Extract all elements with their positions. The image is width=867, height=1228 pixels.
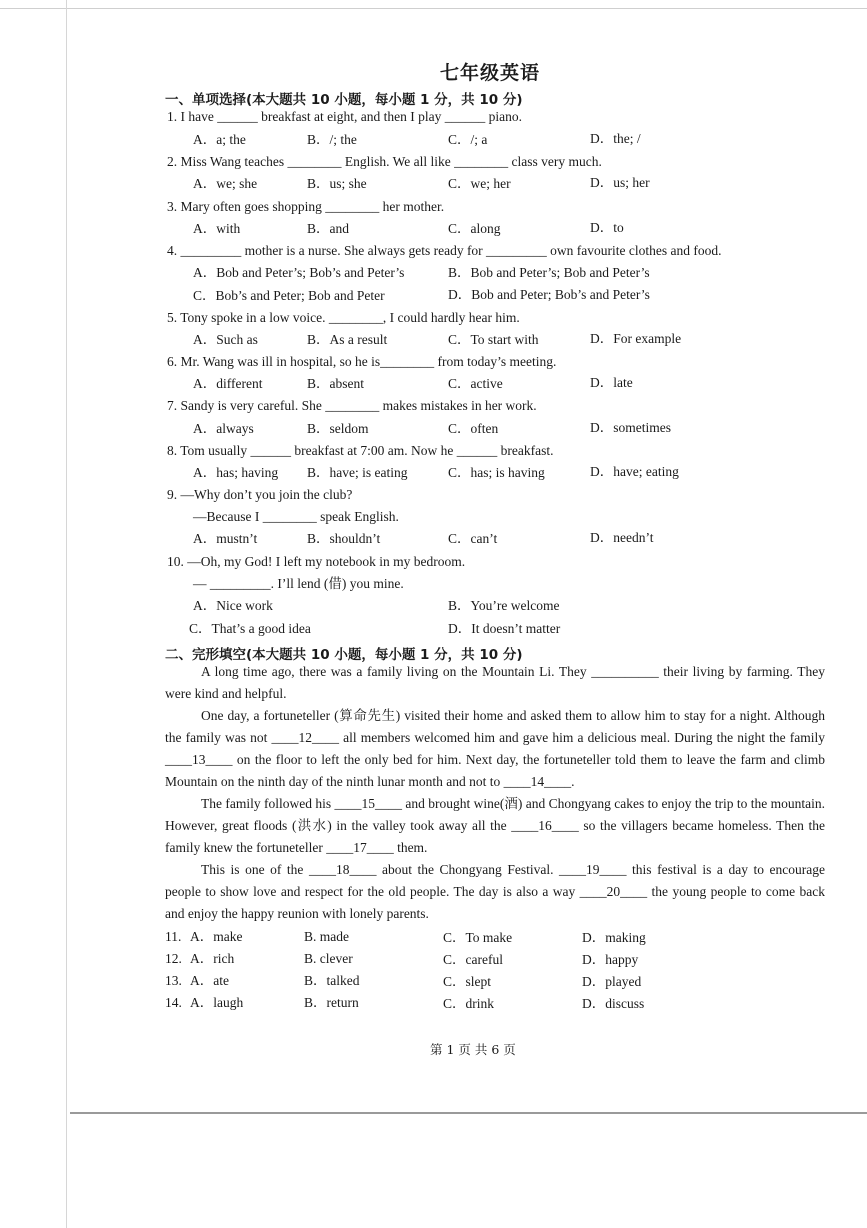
q4-option-c: C．Bob’s and Peter; Bob and Peter [193,288,385,303]
scan-edge-bottom [70,1112,867,1114]
q14-option-c: C．drink [443,996,495,1011]
q13-option-c: C．slept [443,974,492,989]
cloze-paragraph-1: A long time ago, there was a family living on the Mountain Li. They __________ their living by farming. They were kind and helpful. [165,664,825,701]
q14-number: 14. [165,995,182,1010]
q8-option-d: D．have; eating [590,464,679,479]
q11-option-a: A．make [190,929,243,944]
question-10: 10. —Oh, my God! I left my notebook in my bedroom. [167,554,466,569]
question-1: 1. I have ______ breakfast at eight, and then I play ______ piano. [167,109,523,124]
q1-option-c: C．/; a [448,132,488,147]
q10-option-d: D．It doesn’t matter [448,621,561,636]
question-4: 4. _________ mother is a nurse. She always gets ready for _________ own favourite clothes and food. [167,243,722,258]
q14-option-b: B．return [304,995,359,1010]
q12-option-c: C．careful [443,952,503,967]
cloze-paragraph-4: This is one of the ____18____ about the Chongyang Festival. ____19____ this festival is a day to encourage people to show love and respect for the old people. The day is also a way ____20____ the young people to come back and enjoy the happy reunion with lonely parents. [165,862,825,921]
question-2: 2. Miss Wang teaches ________ English. We all like ________ class very much. [167,154,602,169]
q3-option-d: D．to [590,220,624,235]
section2-heading: 二、完形填空(本大题共 10 小题，每小题 1 分，共 10 分) [165,647,523,663]
q5-option-b: B．As a result [307,332,388,347]
q13-option-b: B．talked [304,973,360,988]
q6-option-c: C．active [448,376,503,391]
page-title: 七年级英语 [440,62,541,84]
cloze-paragraph-3: The family followed his ____15____ and brought wine(酒) and Chongyang cakes to enjoy the trip to the mountain. However, great floods (洪水) in the valley took away all the ____16____ so the villagers became homeless. Then the family knew the fortuneteller ____17____ them. [165,796,825,855]
q8-option-a: A．has; having [193,465,279,480]
q7-option-a: A．always [193,421,254,436]
q6-option-a: A．different [193,376,263,391]
question-7: 7. Sandy is very careful. She ________ makes mistakes in her work. [167,398,537,413]
q2-option-d: D．us; her [590,175,650,190]
q9-option-b: B．shouldn’t [307,531,381,546]
q7-option-c: C．often [448,421,499,436]
q8-option-c: C．has; is having [448,465,545,480]
question-10-reply: — _________. I’ll lend (借) you mine. [193,576,404,591]
q5-option-a: A．Such as [193,332,258,347]
q4-option-a: A．Bob and Peter’s; Bob’s and Peter’s [193,265,405,280]
q4-option-d: D．Bob and Peter; Bob’s and Peter’s [448,287,650,302]
q8-option-b: B．have; is eating [307,465,408,480]
q12-number: 12. [165,951,182,966]
q10-option-b: B．You’re welcome [448,598,560,613]
q14-option-a: A．laugh [190,995,244,1010]
q1-option-d: D．the; / [590,131,641,146]
q12-option-b: B. clever [304,951,353,966]
q9-option-a: A．mustn’t [193,531,258,546]
q13-number: 13. [165,973,182,988]
q7-option-b: B．seldom [307,421,369,436]
q3-option-b: B．and [307,221,349,236]
q5-option-d: D．For example [590,331,682,346]
q6-option-d: D．late [590,375,633,390]
q13-option-a: A．ate [190,973,229,988]
q4-option-b: B．Bob and Peter’s; Bob and Peter’s [448,265,650,280]
question-9-reply: —Because I ________ speak English. [193,509,399,524]
q12-option-a: A．rich [190,951,235,966]
question-9: 9. —Why don’t you join the club? [167,487,353,502]
scan-edge-left [66,0,67,1228]
question-8: 8. Tom usually ______ breakfast at 7:00 am. Now he ______ breakfast. [167,443,554,458]
q11-number: 11. [165,929,182,944]
q10-option-a: A．Nice work [193,598,273,613]
question-5: 5. Tony spoke in a low voice. ________, I could hardly hear him. [167,310,520,325]
q2-option-a: A．we; she [193,176,258,191]
q13-option-d: D．played [582,974,642,989]
q11-option-c: C．To make [443,930,513,945]
q11-option-d: D．making [582,930,646,945]
q14-option-d: D．discuss [582,996,645,1011]
page-footer: 第 1 页 共 6 页 [430,1042,516,1057]
q9-option-c: C．can’t [448,531,498,546]
scan-edge-top [0,8,867,9]
question-3: 3. Mary often goes shopping ________ her mother. [167,199,445,214]
q2-option-c: C．we; her [448,176,511,191]
q5-option-c: C．To start with [448,332,539,347]
cloze-passage [165,661,825,925]
q12-option-d: D．happy [582,952,639,967]
q1-option-b: B．/; the [307,132,357,147]
q11-option-b: B. made [304,929,349,944]
q2-option-b: B．us; she [307,176,367,191]
q3-option-c: C．along [448,221,501,236]
q9-option-d: D．needn’t [590,530,654,545]
q1-option-a: A．a; the [193,132,246,147]
q3-option-a: A．with [193,221,241,236]
q6-option-b: B．absent [307,376,364,391]
section1-heading: 一、单项选择(本大题共 10 小题，每小题 1 分，共 10 分) [165,92,523,108]
q10-option-c: C．That’s a good idea [189,621,311,636]
q7-option-d: D．sometimes [590,420,671,435]
cloze-paragraph-2: One day, a fortuneteller (算命先生) visited their home and asked them to allow him to stay for a night. Although the family was not ____12____ all members welcomed him and gave him a delicious meal. During the night the family ____13____ on the floor to left the only bed for him. Next day, the fortuneteller told them to leave the farm and climb Mountain on the ninth day of the ninth lunar month and not to ____14____. [165,708,825,789]
question-6: 6. Mr. Wang was ill in hospital, so he is________ from today’s meeting. [167,354,557,369]
